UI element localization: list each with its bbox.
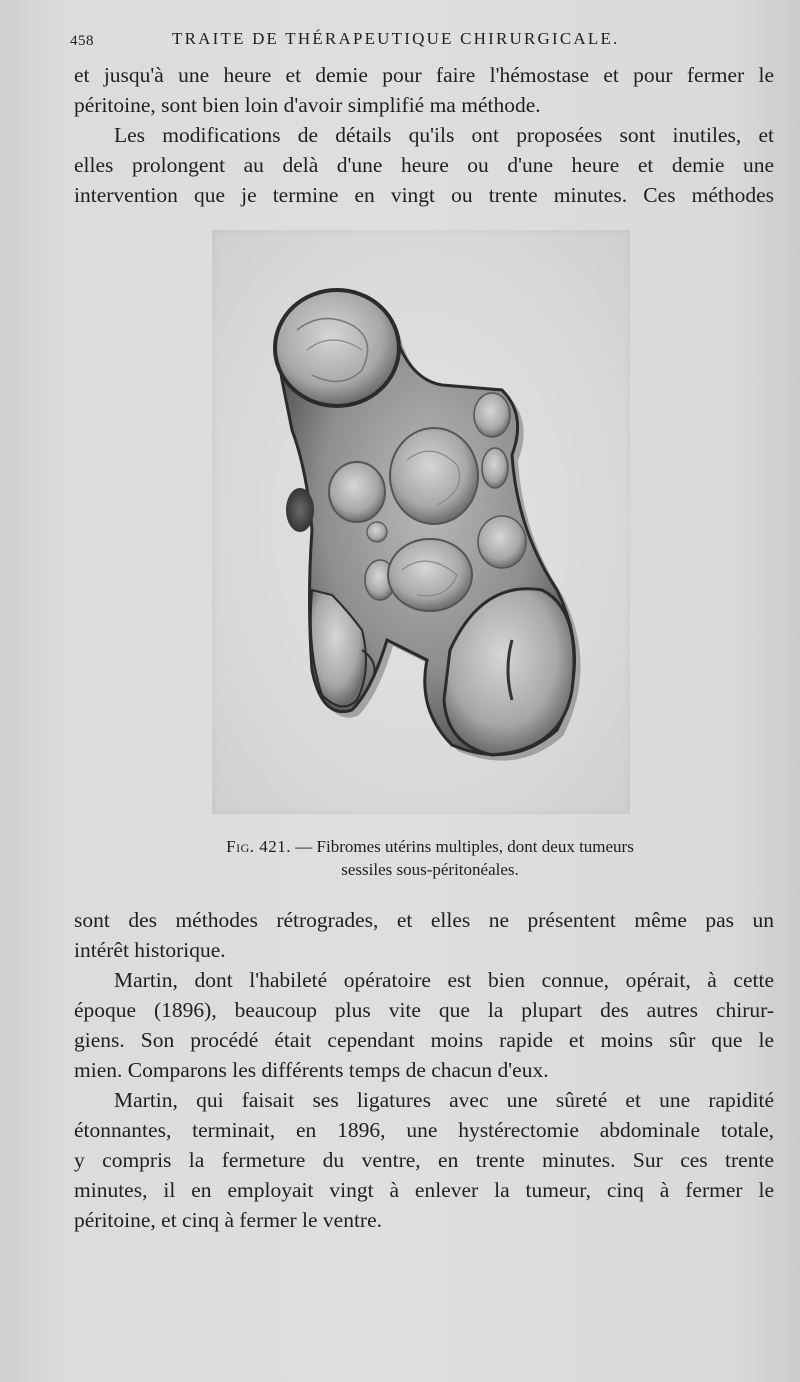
text-line: elles prolongent au delà d'une heure ou d'une heure et demie une bbox=[74, 153, 774, 177]
text-line: époque (1896), beaucoup plus vite que la plupart des autres chirur- bbox=[74, 998, 774, 1022]
specimen-photograph bbox=[212, 230, 630, 814]
text-line: péritoine, sont bien loin d'avoir simplifié ma méthode. bbox=[74, 93, 541, 117]
text-line: intervention que je termine en vingt ou trente minutes. Ces méthodes bbox=[74, 183, 774, 207]
page-number: 458 bbox=[70, 33, 94, 49]
text-line: minutes, il en employait vingt à enlever la tumeur, cinq à fermer le bbox=[74, 1178, 774, 1202]
text-line: et jusqu'à une heure et demie pour faire l'hémostase et pour fermer le bbox=[74, 63, 774, 87]
caption-line-1: — Fibromes utérins multiples, dont deux tumeurs bbox=[295, 837, 634, 856]
text-line: Les modifications de détails qu'ils ont proposées sont inutiles, et bbox=[114, 123, 774, 147]
bottom-paragraphs bbox=[74, 905, 774, 1235]
uterine-fibroid-specimen-image bbox=[212, 230, 630, 814]
figure-caption bbox=[120, 835, 740, 881]
text-line: sont des méthodes rétrogrades, et elles ne présentent même pas un bbox=[74, 908, 774, 932]
text-line: y compris la fermeture du ventre, en trente minutes. Sur ces trente bbox=[74, 1148, 774, 1172]
figure-label: Fig. 421. bbox=[226, 837, 292, 856]
running-head: TRAITE DE THÉRAPEUTIQUE CHIRURGICALE. bbox=[172, 29, 620, 48]
top-paragraphs bbox=[74, 60, 774, 210]
text-line: giens. Son procédé était cependant moins rapide et moins sûr que le bbox=[74, 1028, 774, 1052]
text-line: étonnantes, terminait, en 1896, une hystérectomie abdominale totale, bbox=[74, 1118, 774, 1142]
text-line: intérêt historique. bbox=[74, 938, 226, 962]
text-line: Martin, qui faisait ses ligatures avec une sûreté et une rapidité bbox=[114, 1088, 774, 1112]
caption-line-2: sessiles sous-péritonéales. bbox=[341, 860, 519, 879]
text-line: Martin, dont l'habileté opératoire est bien connue, opérait, à cette bbox=[114, 968, 774, 992]
text-line: péritoine, et cinq à fermer le ventre. bbox=[74, 1208, 383, 1232]
text-line: mien. Comparons les différents temps de chacun d'eux. bbox=[74, 1058, 549, 1082]
